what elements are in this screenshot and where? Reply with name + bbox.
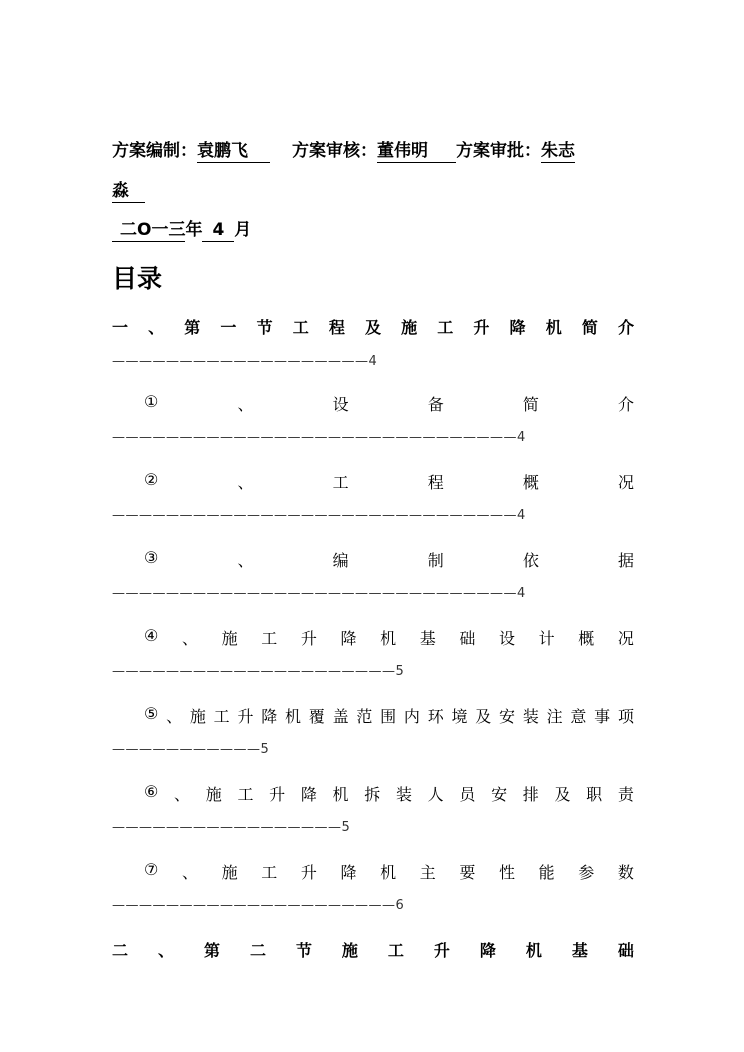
toc-item-char: 概 (522, 473, 539, 492)
toc-item-char: 范 (356, 707, 373, 726)
toc-section-1-char: 介 (617, 318, 634, 337)
toc-section-2-char: 节 (295, 941, 312, 960)
toc-item-char: 员 (459, 785, 476, 804)
toc-item-char: 事 (594, 707, 611, 726)
toc-item-char: 内 (403, 707, 420, 726)
toc-section-1-char: 机 (545, 318, 562, 337)
toc-section-1-char: 工 (437, 318, 454, 337)
toc-item-char: 、 (174, 785, 191, 804)
toc-item-char: 机 (380, 629, 397, 648)
toc-item-char: 工 (213, 707, 230, 726)
toc-item-char: 降 (261, 707, 278, 726)
toc-item-char: 概 (578, 629, 595, 648)
toc-item-char: 升 (237, 707, 254, 726)
toc-item-char: 围 (380, 707, 397, 726)
toc-item-char: 排 (522, 785, 539, 804)
toc-item-char: 性 (498, 863, 515, 882)
toc-section-2-char: 机 (525, 941, 542, 960)
toc-item-char: 程 (427, 473, 444, 492)
date-year-suffix: 年 (185, 220, 203, 240)
toc-item-char: 降 (300, 785, 317, 804)
toc-section-2-char: 础 (617, 941, 634, 960)
toc-item-char: 盖 (332, 707, 349, 726)
toc-item-char: 施 (189, 707, 206, 726)
toc-section-2-char: 降 (479, 941, 496, 960)
toc-item-char: 安 (491, 785, 508, 804)
toc-item-char: 、 (181, 863, 198, 882)
toc-item-char: 责 (617, 785, 634, 804)
toc-item-leader: ——————————————————————————————4 (112, 508, 526, 523)
toc-section-1[interactable] (112, 315, 634, 338)
toc-item-char: 职 (586, 785, 603, 804)
date-month: 4 (202, 220, 234, 242)
toc-item-char: 安 (499, 707, 516, 726)
toc-item-char: ② (144, 470, 159, 489)
toc-item[interactable] (144, 704, 634, 727)
authors-line (112, 136, 634, 161)
toc-item-leader: ———————————5 (112, 742, 270, 757)
toc-item-char: 装 (522, 707, 539, 726)
toc-item-char: ⑤ (144, 704, 159, 723)
approve-name: 朱志 (541, 141, 575, 161)
toc-item-char: 计 (538, 629, 555, 648)
toc-section-1-char: 一 (112, 318, 129, 337)
toc-item-char: 依 (522, 551, 539, 570)
toc-section-1-char: 升 (473, 318, 490, 337)
authors-line-continued (112, 176, 634, 201)
toc-item-char: 装 (395, 785, 412, 804)
toc-section-2-char: 、 (157, 941, 174, 960)
toc-section-1-char: 第 (184, 318, 201, 337)
toc-item-leader: —————————————————————6 (112, 898, 405, 913)
toc-item-char: 、 (237, 551, 254, 570)
toc-item-char: 拆 (364, 785, 381, 804)
toc-item-char: 工 (237, 785, 254, 804)
toc-section-1-leader: ———————————————————4 (112, 354, 378, 369)
toc-item-char: 机 (332, 785, 349, 804)
toc-item-char: 施 (221, 629, 238, 648)
toc-item-char: 设 (498, 629, 515, 648)
toc-item-char: ③ (144, 548, 159, 567)
toc-item-char: ① (144, 392, 159, 411)
toc-item[interactable] (144, 860, 634, 883)
toc-section-1-char: 、 (148, 318, 165, 337)
toc-section-1-char: 施 (401, 318, 418, 337)
toc-section-2[interactable] (112, 938, 634, 961)
toc-section-1-char: 节 (256, 318, 273, 337)
toc-item-char: 基 (419, 629, 436, 648)
review-name: 董伟明 (377, 141, 456, 163)
toc-item-char: 据 (617, 551, 634, 570)
toc-item-char: 况 (617, 473, 634, 492)
toc-item-char: 能 (538, 863, 555, 882)
toc-item-char: 升 (300, 629, 317, 648)
toc-item-char: 础 (459, 629, 476, 648)
toc-item-char: 机 (380, 863, 397, 882)
toc-item[interactable] (144, 548, 634, 571)
toc-item-leader: ——————————————————————————————4 (112, 430, 526, 445)
toc-item-char: 备 (427, 395, 444, 414)
toc-item[interactable] (144, 626, 634, 649)
toc-item-char: 、 (181, 629, 198, 648)
toc-item-char: 参 (578, 863, 595, 882)
toc-item-char: 意 (570, 707, 587, 726)
toc-section-2-char: 基 (571, 941, 588, 960)
toc-item-char: 环 (427, 707, 444, 726)
toc-item-char: 工 (332, 473, 349, 492)
toc-item-char: 注 (546, 707, 563, 726)
approve-label: 方案审批： (456, 141, 541, 161)
toc-section-2-char: 工 (387, 941, 404, 960)
compile-label: 方案编制： (112, 141, 197, 161)
toc-item-char: 升 (269, 785, 286, 804)
toc-item-leader: —————————————————————5 (112, 664, 405, 679)
toc-item-char: 机 (285, 707, 302, 726)
toc-item-char: 数 (617, 863, 634, 882)
toc-item-char: 覆 (308, 707, 325, 726)
toc-section-2-char: 二 (249, 941, 266, 960)
toc-item-char: 及 (554, 785, 571, 804)
toc-item-char: ④ (144, 626, 159, 645)
toc-item-char: 、 (237, 473, 254, 492)
date-line (112, 215, 634, 240)
toc-item-char: 况 (617, 629, 634, 648)
toc-section-1-char: 简 (581, 318, 598, 337)
toc-item-char: 设 (332, 395, 349, 414)
toc-item[interactable] (144, 470, 634, 493)
toc-item-char: 降 (340, 863, 357, 882)
toc-item-char: ⑥ (144, 782, 159, 801)
toc-item-char: 工 (261, 629, 278, 648)
toc-section-1-char: 降 (509, 318, 526, 337)
toc-section-2-char: 升 (433, 941, 450, 960)
toc-item[interactable] (144, 392, 634, 415)
toc-item-char: 人 (427, 785, 444, 804)
toc-item-char: 制 (427, 551, 444, 570)
toc-item-char: 及 (475, 707, 492, 726)
review-label: 方案审核： (292, 141, 377, 161)
toc-item-char: 编 (332, 551, 349, 570)
toc-section-1-char: 程 (328, 318, 345, 337)
toc-item-char: 要 (459, 863, 476, 882)
toc-section-2-char: 二 (112, 941, 129, 960)
toc-title: 目录 (112, 264, 163, 293)
compile-name: 袁鹏飞 (197, 141, 270, 163)
toc-section-2-char: 施 (341, 941, 358, 960)
toc-section-2-char: 第 (203, 941, 220, 960)
toc-section-1-char: 及 (364, 318, 381, 337)
toc-item-char: 、 (166, 707, 183, 726)
toc-item-char: 工 (261, 863, 278, 882)
approve-name-continued: 淼 (112, 181, 145, 203)
toc-section-1-char: 一 (220, 318, 237, 337)
toc-item-char: 施 (205, 785, 222, 804)
toc-item-char: 施 (221, 863, 238, 882)
date-year: 二O一三 (112, 220, 185, 242)
toc-item[interactable] (144, 782, 634, 805)
toc-item-char: 介 (617, 395, 634, 414)
toc-item-char: 项 (617, 707, 634, 726)
toc-item-char: 简 (522, 395, 539, 414)
toc-item-char: 境 (451, 707, 468, 726)
toc-section-1-char: 工 (292, 318, 309, 337)
date-month-suffix: 月 (234, 220, 252, 240)
toc-item-char: 、 (237, 395, 254, 414)
toc-item-char: 升 (300, 863, 317, 882)
toc-item-leader: ——————————————————————————————4 (112, 586, 526, 601)
toc-item-leader: —————————————————5 (112, 820, 351, 835)
toc-item-char: 降 (340, 629, 357, 648)
toc-item-char: ⑦ (144, 860, 159, 879)
toc-item-char: 主 (419, 863, 436, 882)
